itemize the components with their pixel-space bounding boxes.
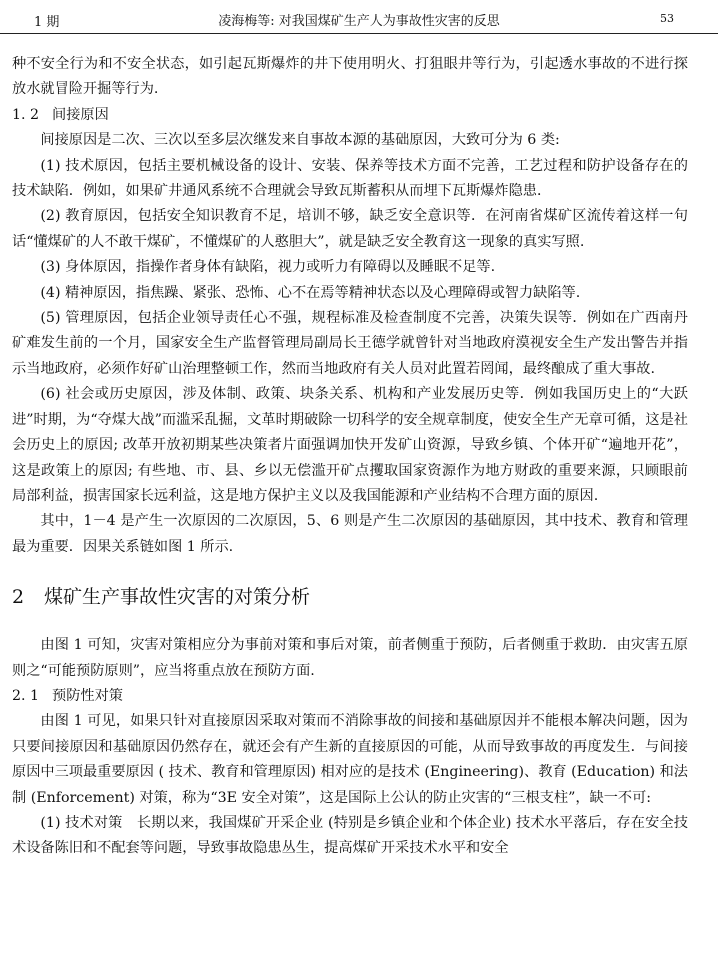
subsection-number: 1. 2: [12, 106, 40, 123]
paragraph: 其中，1－4 是产生一次原因的二次原因，5、6 则是产生二次原因的基础原因，其中技术、教育和管理最为重要．因果关系链如图 1 所示.: [12, 513, 688, 555]
paragraph: 间接原因是二次、三次以至多层次继发来自事故本源的基础原因，大致可分为 6 类:: [40, 132, 560, 149]
paragraph: (1) 技术原因，包括主要机械设备的设计、安装、保养等技术方面不完善，工艺过程和防护设备存在的技术缺陷．例如，如果矿井通风系统不合理就会导致瓦斯蓄积从而埋下瓦斯爆炸隐患．: [12, 157, 688, 200]
section-title: 煤矿生产事故性灾害的对策分析: [44, 586, 311, 609]
paragraph: 由图 1 可见，如果只针对直接原因采取对策而不消除事故的间接和基础原因并不能根本解决问题，因为只要间接原因和基础原因仍然存在，就还会有产生新的直接原因的可能，从而导致事故的再度发生．与间接原因中三项最重要原因 ( 技术、教育和管理原因) 相对应的是技术 (Engineering)、教育 (Education) 和法制 (Enforcement) 对策，称为“3E 安全对策”，这是国际上公认的防止灾害的“三根支柱”，缺一不可:: [12, 713, 688, 806]
running-header: [0, 0, 718, 34]
section-number: 2: [12, 586, 25, 609]
paragraph: (4) 精神原因，指焦躁、紧张、恐怖、心不在焉等精神状态以及心理障碍或智力缺陷等.: [40, 284, 581, 301]
subsection-title: 预防性对策: [52, 687, 123, 704]
paragraph: 由图 1 可知，灾害对策相应分为事前对策和事后对策，前者侧重于预防，后者侧重于救助．由灾害五原则之“可能预防原则”，应当将重点放在预防方面.: [12, 637, 688, 679]
running-title: 凌海梅等: 对我国煤矿生产人为事故性灾害的反思: [218, 14, 500, 29]
paragraph: (5) 管理原因，包括企业领导责任心不强，规程标准及检查制度不完善，决策失误等．例如在广西南丹矿难发生前的一个月，国家安全生产监督管理局副局长王德学就曾针对当地政府漠视安全生产发出警告并指示当地政府，必须作好矿山治理整顿工作，然而当地政府有关人员对此置若罔闻，最终酿成了重大事故.: [12, 310, 688, 377]
subsection-number: 2. 1: [12, 687, 40, 704]
issue-number: 1 期: [34, 15, 60, 30]
section-heading-2: [12, 582, 688, 612]
paragraph-continued: 种不安全行为和不安全状态，如引起瓦斯爆炸的井下使用明火、打狙眼井等行为，引起透水事故的不进行探放水就冒险开掘等行为.: [12, 56, 688, 98]
subsection-heading-2-1: [12, 684, 688, 709]
paragraph: (2) 教育原因，包括安全知识教育不足，培训不够，缺乏安全意识等．在河南省煤矿区流传着这样一句话“懂煤矿的人不敢干煤矿，不懂煤矿的人憨胆大”，就是缺乏安全教育这一现象的真实写照.: [12, 208, 688, 250]
page-number: 53: [660, 12, 674, 25]
subsection-title: 间接原因: [52, 106, 109, 123]
paragraph: (3) 身体原因，指操作者身体有缺陷，视力或听力有障碍以及睡眠不足等.: [40, 259, 496, 276]
subsection-heading-1-2: [12, 103, 688, 128]
article-body: [12, 52, 688, 862]
paragraph: (1) 技术对策 长期以来，我国煤矿开采企业 (特别是乡镇企业和个体企业) 技术水平落后，存在安全技术设备陈旧和不配套等问题，导致事故隐患丛生，提高煤矿开采技术水平和安全: [12, 814, 688, 857]
paragraph: (6) 社会或历史原因，涉及体制、政策、块条关系、机构和产业发展历史等．例如我国历史上的“大跃进”时期，为“夺煤大战”而滥采乱掘，文革时期破除一切科学的安全规章制度，使安全生产无章可循，这是社会历史上的原因; 改革开放初期某些决策者片面强调加快开发矿山资源，导致乡镇、个体开矿“遍地开花”，这是政策上的原因; 有些地、市、县、乡以无偿滥开矿点攫取国家资源作为地方财政的重要来源，只顾眼前局部利益，损害国家长远利益，这是地方保护主义以及我国能源和产业结构不合理方面的原因.: [12, 386, 688, 504]
